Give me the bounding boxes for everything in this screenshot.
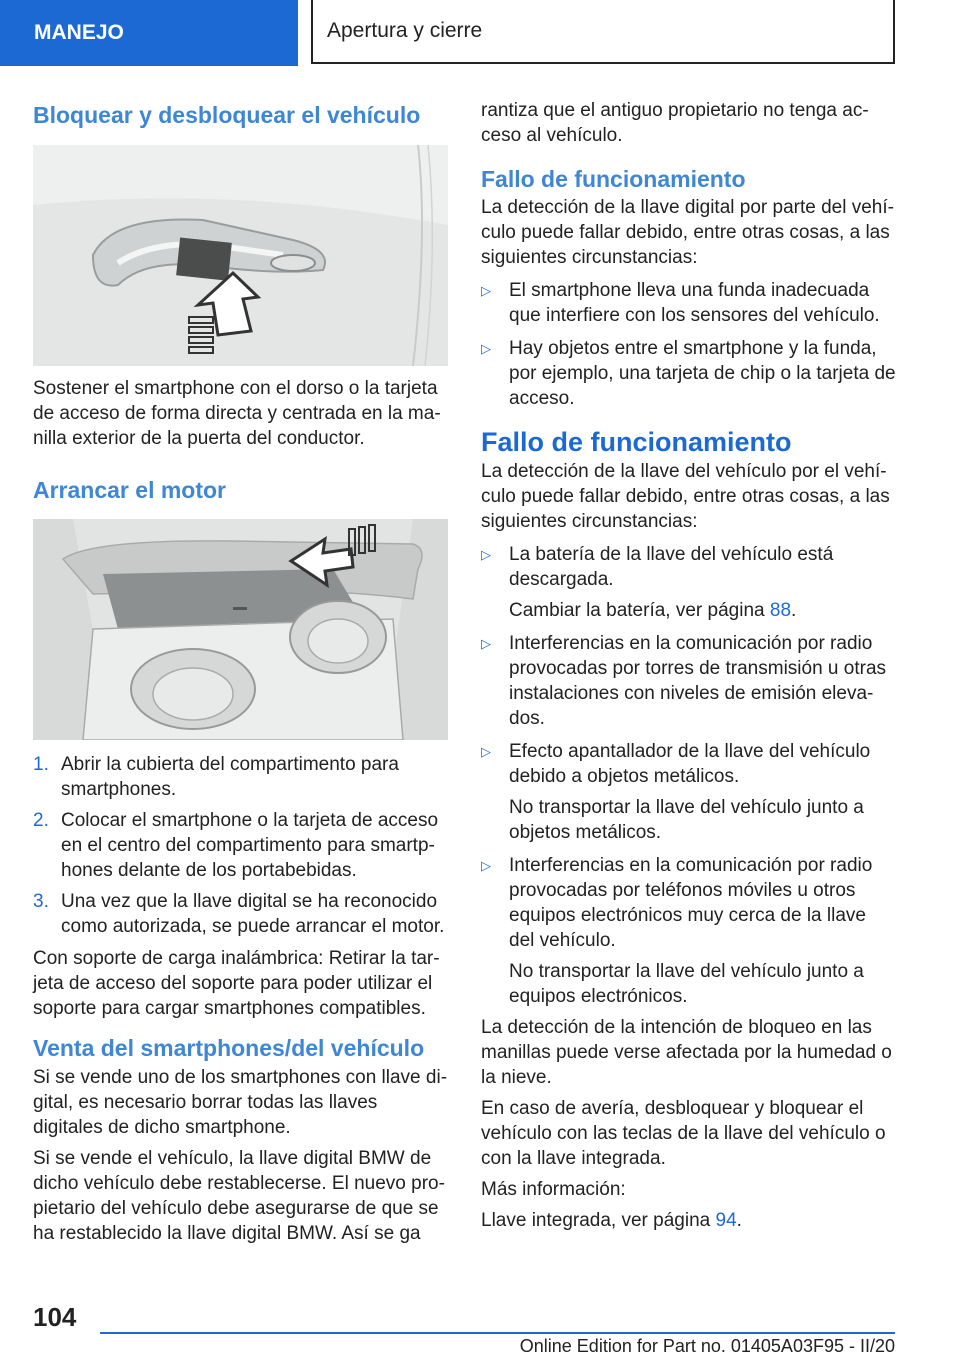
list-item: ▷ La batería de la llave del vehículo está descargada. (481, 544, 834, 590)
footer-edition: Online Edition for Part no. 01405A03F95 - II/20 (519, 1336, 895, 1356)
heading-lock-unlock: Bloquear y desbloquear el vehículo (33, 102, 421, 128)
bullet-triangle-icon: ▷ (481, 283, 491, 298)
list-item: ▷ El smartphone lleva una funda inadecuada que interfiere con los sensores del vehículo. (481, 280, 880, 326)
list-item: ▷ Interferencias en la comunicación por radio provocadas por teléfonos móviles u otros equipos electrónicos muy cerca de la llave del vehículo. (481, 855, 873, 951)
heading-sale: Venta del smartphones/del vehículo (33, 1035, 425, 1061)
heading-malfunction-2: Fallo de funcionamiento (481, 427, 792, 457)
list-item-sub: No transportar la llave del vehículo junto a equipos electrónicos. (509, 961, 864, 1007)
paragraph-sale-2: Si se vende el vehículo, la llave digital BMW de dicho vehículo debe restablecerse. El nuevo propietario del vehículo debe asegurarse de que se ha restablecido la llave digital BMW. Así se ga (33, 1148, 445, 1244)
paragraph-lock-instruction: Sostener el smartphone con el dorso o la tarjeta de acceso de forma directa y centrada en la manilla exterior de la puerta del conductor. (33, 378, 441, 449)
footer-divider (100, 1332, 895, 1334)
list-item (33, 808, 448, 883)
door-handle-illustration (33, 145, 448, 366)
bullet-triangle-icon: ▷ (481, 547, 491, 562)
list-item-sub: No transportar la llave del vehículo junto a objetos metálicos. (509, 797, 864, 843)
paragraph-wireless-charging: Con soporte de carga inalámbrica: Retirar la tarjeta de acceso del soporte para poder utilizar el soporte para cargar smartphones compatibles. (33, 948, 440, 1019)
step-text: Una vez que la llave digital se ha reconocido como autorizada, se puede arrancar el motor. (61, 891, 445, 937)
page-header (0, 0, 960, 66)
step-text: Colocar el smartphone o la tarjeta de acceso en el centro del compartimento para smartphones delante de los portabebidas. (61, 810, 439, 881)
bullet-triangle-icon: ▷ (481, 858, 491, 873)
paragraph-malfunction-2: La detección de la llave del vehículo por el vehículo puede fallar debido, entre otras cosas, a las siguientes circunstancias: (481, 461, 890, 532)
step-number: 2. (33, 810, 49, 831)
list-item: ▷ Hay objetos entre el smartphone y la funda, por ejemplo, una tarjeta de chip o la tarjeta de acceso. (481, 338, 896, 409)
list-item-sub: Cambiar la batería, ver página 88. (509, 600, 797, 621)
list-item: ▷ Efecto apantallador de la llave del vehículo debido a objetos metálicos. (481, 741, 871, 787)
paragraph-humidity: La detección de la intención de bloqueo en las manillas puede verse afectada por la humedad o la nieve. (481, 1017, 892, 1088)
paragraph-integrated-key: Llave integrada, ver página 94. (481, 1210, 742, 1231)
bullet-triangle-icon: ▷ (481, 636, 491, 651)
page-link-88[interactable]: 88 (769, 600, 792, 621)
left-column (33, 100, 448, 1246)
bullet-triangle-icon: ▷ (481, 341, 491, 356)
section-tab: MANEJO (0, 0, 298, 66)
bullet-triangle-icon: ▷ (481, 744, 491, 759)
page-link-94[interactable]: 94 (715, 1210, 737, 1231)
list-item (33, 752, 448, 802)
step-number: 1. (33, 754, 49, 775)
heading-start-engine: Arrancar el motor (33, 477, 227, 503)
list-item (33, 889, 448, 939)
paragraph-fault: En caso de avería, desbloquear y bloquear el vehículo con las teclas de la llave del vehículo o con la llave integrada. (481, 1098, 886, 1169)
paragraph-sale-1: Si se vende uno de los smartphones con llave digital, es necesario borrar todas las llaves digitales de dicho smartphone. (33, 1067, 448, 1138)
list-item: ▷ Interferencias en la comunicación por radio provocadas por torres de transmisión u otras instalaciones con niveles de emisión elevados. (481, 633, 887, 729)
chapter-title: Apertura y cierre (311, 0, 895, 64)
step-text: Abrir la cubierta del compartimento para smartphones. (61, 754, 399, 800)
step-number: 3. (33, 891, 49, 912)
heading-malfunction-1: Fallo de funcionamiento (481, 166, 746, 192)
paragraph-malfunction-1: La detección de la llave digital por parte del vehículo puede fallar debido, entre otras cosas, a las siguientes circunstancias: (481, 197, 894, 268)
page-number: 104 (33, 1302, 77, 1332)
paragraph-continuation: rantiza que el antiguo propietario no tenga acceso al vehículo. (481, 100, 869, 146)
steps-list (33, 752, 448, 939)
paragraph-more-info: Más información: (481, 1179, 626, 1200)
smartphone-tray-illustration (33, 519, 448, 740)
right-column (481, 98, 896, 1233)
